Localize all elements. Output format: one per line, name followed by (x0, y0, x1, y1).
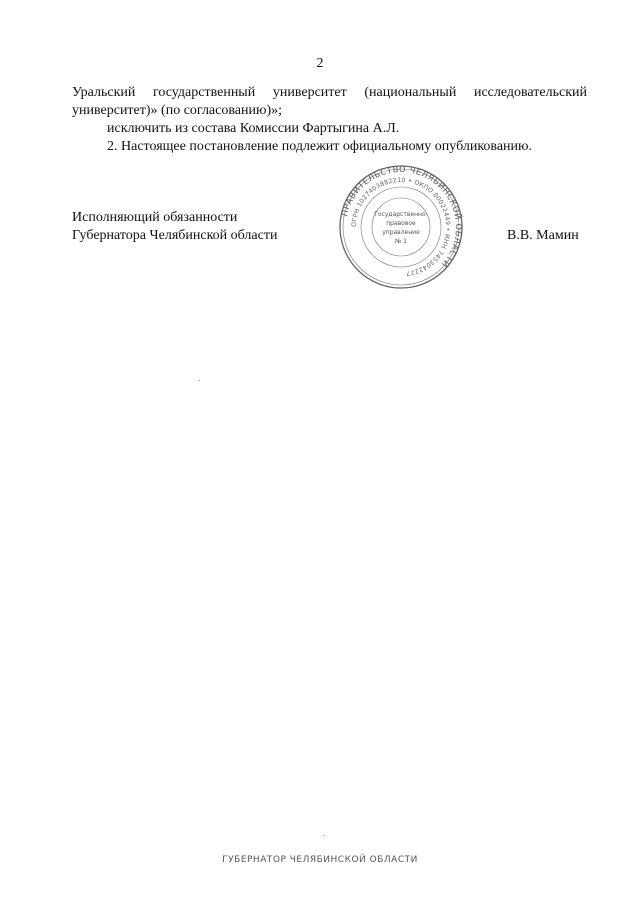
paragraph-line: 2. Настоящее постановление подлежит официальному опубликованию. (107, 139, 532, 154)
seal-codes-textpath: ОГРН 1027403882210 • ОКПО 00022449 • ИНН 7453042227 (350, 176, 452, 277)
seal-center-text: управление (382, 229, 420, 236)
seal-center-text: правовое (386, 220, 416, 227)
page-number: 2 (316, 56, 324, 71)
paragraph-line: исключить из состава Комиссии Фартыгина А.Л. (107, 121, 400, 136)
seal-center-text: № 1 (395, 238, 407, 245)
scan-speck (199, 380, 200, 381)
seal-outer-textpath: ПРАВИТЕЛЬСТВО ЧЕЛЯБИНСКОЙ ОБЛАСТИ (339, 164, 464, 270)
paragraph-line: Уральский государственный университет (национальный исследовательский (72, 85, 587, 100)
scan-speck (323, 835, 324, 836)
seal-center-text: Государственно- (374, 211, 428, 218)
official-seal (338, 164, 464, 290)
signatory-title-line: Губернатора Челябинской области (72, 228, 278, 243)
signatory-title-line: Исполняющий обязанности (72, 210, 238, 225)
signatory-title (72, 209, 277, 245)
page-footer: ГУБЕРНАТОР ЧЕЛЯБИНСКОЙ ОБЛАСТИ (222, 855, 418, 865)
paragraph-line: университет)» (по согласованию)»; (72, 103, 282, 118)
signatory-name: В.В. Мамин (507, 228, 579, 243)
document-body (72, 84, 587, 156)
